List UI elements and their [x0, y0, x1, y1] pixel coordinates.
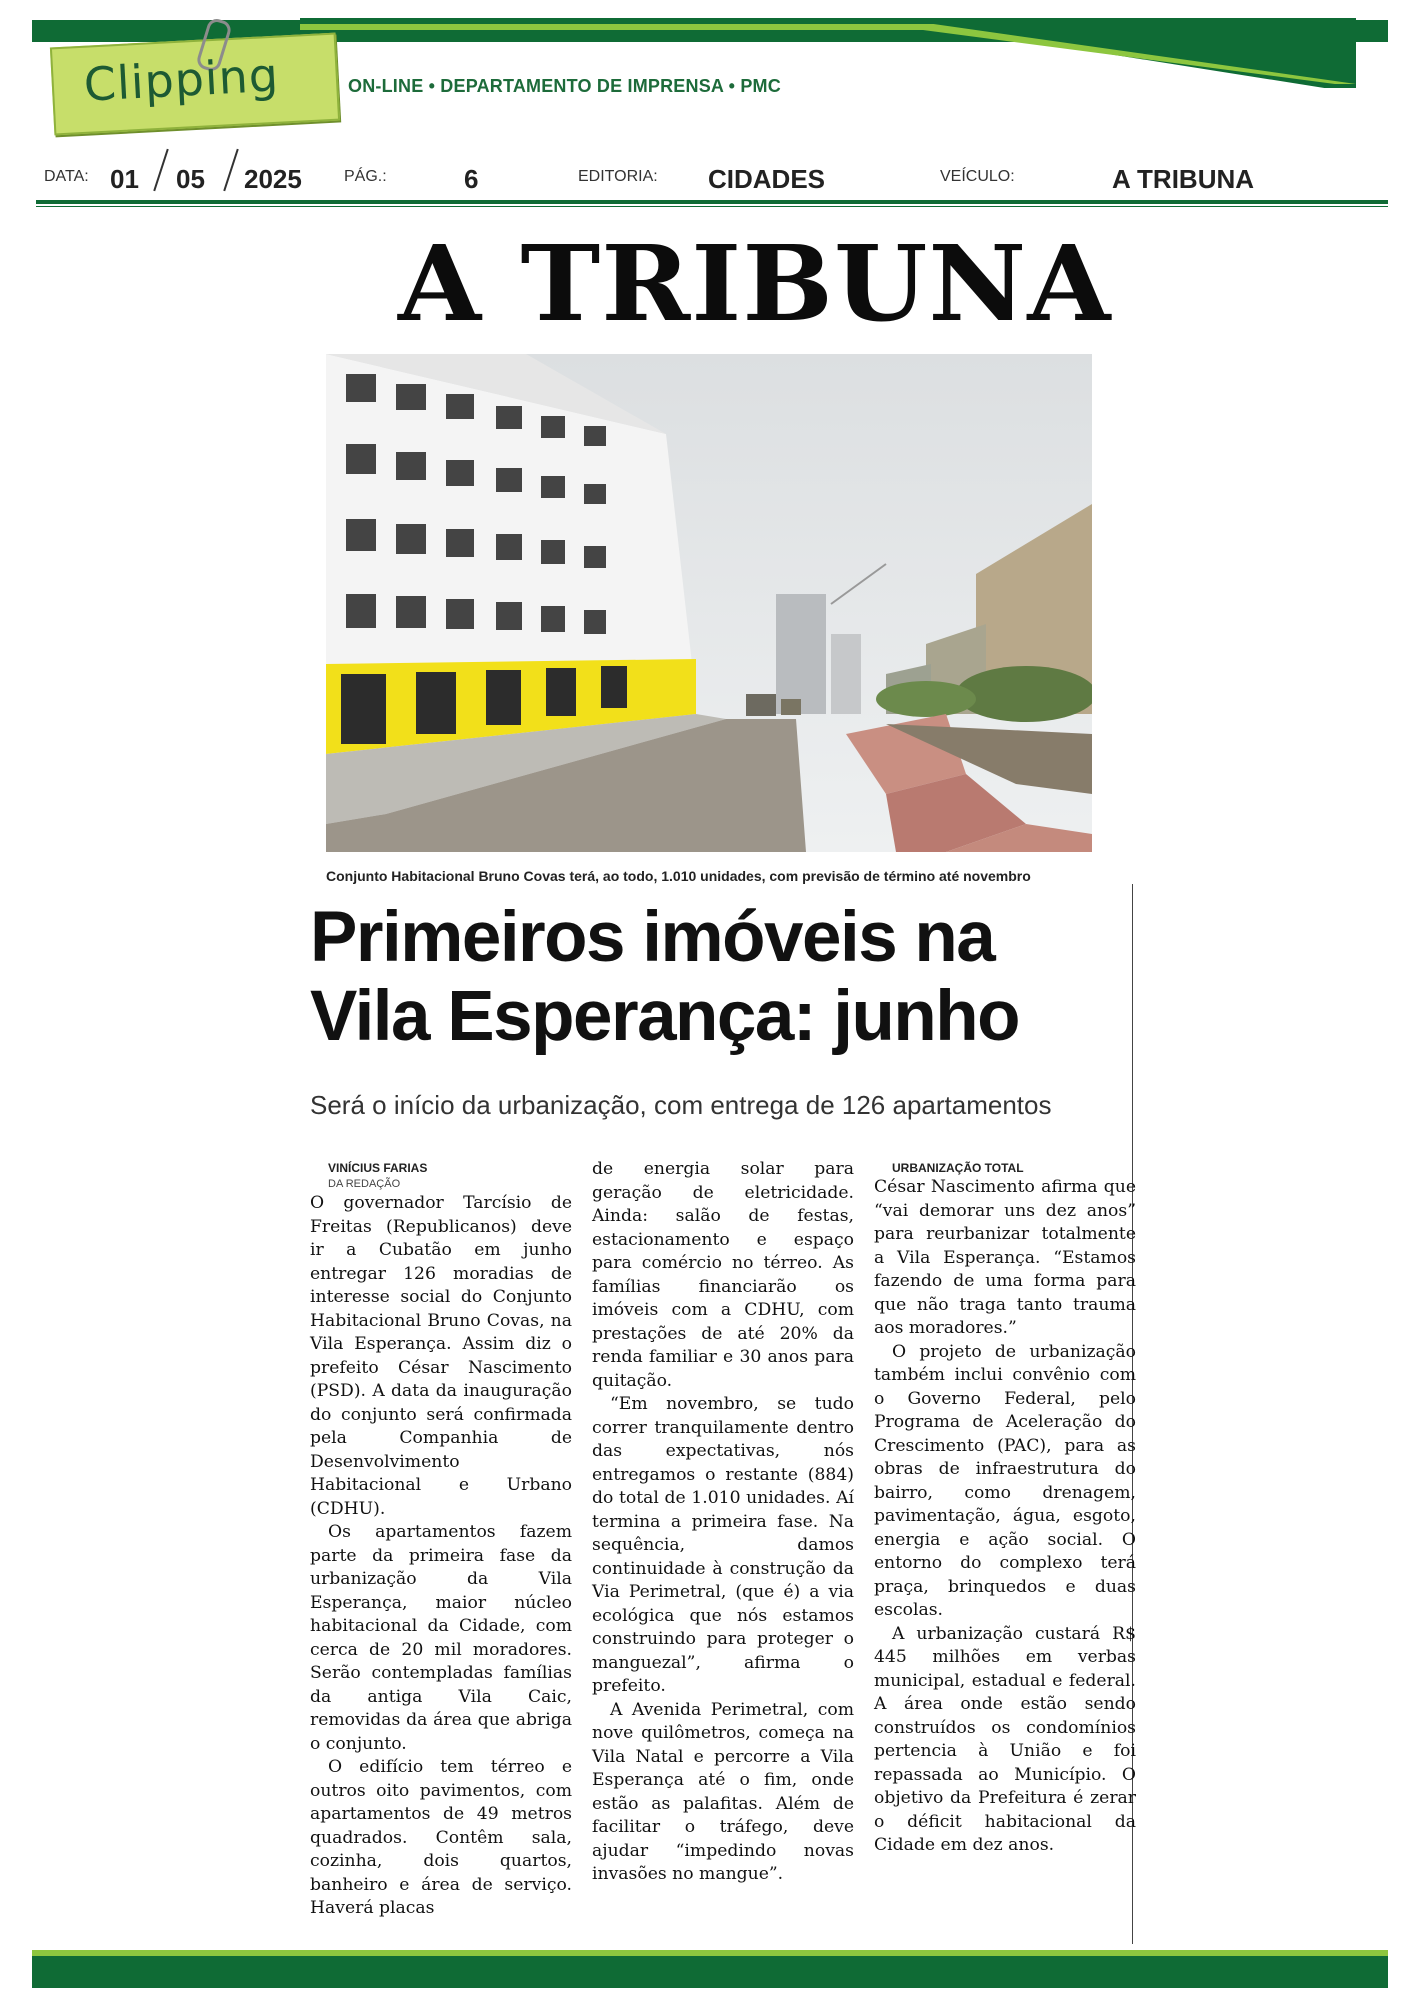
date-separator	[153, 149, 168, 191]
editoria-label: EDITORIA:	[578, 168, 658, 185]
paragraph: A urbanização custará R$ 445 milhões em verbas municipal, estadual e federal. A área onde estão sendo construídos os condomínios pertencia à União e foi repassada ao Município. O objetivo da Prefeitura é zerar o déficit habitacional da Cidade em dez anos.	[874, 1623, 1136, 1855]
paragraph: O edifício tem térreo e outros oito pavimentos, com apartamentos de 49 metros quadrados. Contêm sala, cozinha, dois quartos, banheiro e área de serviço. Haverá placas	[310, 1757, 572, 1918]
article-column-1	[310, 1160, 572, 1921]
editoria-value: CIDADES	[708, 164, 826, 194]
article-deck: Será o início da urbanização, com entrega de 126 apartamentos	[310, 1090, 1052, 1120]
section-kicker: URBANIZAÇÃO TOTAL	[892, 1161, 1024, 1175]
editoria-label-wrap	[578, 168, 658, 200]
clipping-logo-text: Clipping	[82, 47, 281, 112]
paragraph: de energia solar para geração de eletricidade. Ainda: salão de festas, estacionamento e espaço para comércio no térreo. As famílias financiarão os imóveis com a CDHU, com prestações de até 20% da renda familiar e 30 anos para quitação.	[592, 1159, 854, 1391]
construction-site-illustration	[326, 354, 1092, 852]
date-separator	[223, 149, 238, 191]
veiculo-value: A TRIBUNA	[1112, 164, 1255, 194]
date-day-wrap	[110, 164, 139, 196]
veiculo-label-wrap	[940, 168, 1015, 200]
byline-desk: DA REDAÇÃO	[328, 1178, 401, 1190]
paragraph: A Avenida Perimetral, com nove quilômetros, começa na Vila Natal e percorre a Vila Esperança até o fim, onde estão as palafitas. Além de facilitar o tráfego, deve ajudar “impedindo novas invasões no mangue”.	[592, 1699, 854, 1884]
header-subtitle: ON-LINE • DEPARTAMENTO DE IMPRENSA • PMC	[348, 76, 781, 96]
veiculo-value-wrap	[1112, 164, 1254, 196]
paragraph: O governador Tarcísio de Freitas (Republicanos) deve ir a Cubatão em junho entregar 126 moradias de interesse social do Conjunto Habitacional Bruno Covas, na Vila Esperança. Assim diz o prefeito César Nascimento (PSD). A data da inauguração do conjunto será confirmada pela Companhia de Desenvolvimento Habitacional e Urbano (CDHU).	[310, 1193, 572, 1519]
headline-line-2: Vila Esperança: junho	[310, 977, 1019, 1056]
paragraph: César Nascimento afirma que “vai demorar uns dez anos” para reurbanizar totalmente a Vila Esperança. “Estamos fazendo de uma forma para que não traga tanto trauma aos moradores.”	[874, 1177, 1136, 1338]
paragraph: “Em novembro, se tudo correr tranquilamente dentro das expectativas, nós entregamos o restante (884) do total de 1.010 unidades. Aí termina a primeira fase. Na sequência, damos continuidade à construção da Via Perimetral, (que é) a via ecológica que nós estamos construindo para proteger o manguezal”, afirma o prefeito.	[592, 1394, 854, 1696]
meta-divider	[36, 200, 1388, 204]
footer-light-stripe	[32, 1950, 1388, 1956]
veiculo-label: VEÍCULO:	[940, 168, 1015, 185]
article-column-3	[874, 1160, 1136, 1858]
meta-date	[44, 168, 89, 200]
photo-caption: Conjunto Habitacional Bruno Covas terá, ao todo, 1.010 unidades, com previsão de término até novembro	[326, 868, 1031, 884]
page-label: PÁG.:	[344, 168, 387, 185]
clipping-logo	[50, 33, 340, 136]
date-month: 05	[176, 164, 205, 194]
editoria-value-wrap	[708, 164, 825, 196]
meta-divider-thin	[36, 206, 1388, 207]
page-label-wrap	[344, 168, 387, 200]
paragraph: Os apartamentos fazem parte da primeira fase da urbanização da Vila Esperança, maior núcleo habitacional da Cidade, com cerca de 20 mil moradores. Serão contempladas famílias da antiga Vila Caic, removidas da área que abriga o conjunto.	[310, 1522, 572, 1754]
date-year: 2025	[244, 164, 302, 194]
date-day: 01	[110, 164, 139, 194]
paragraph: O projeto de urbanização também inclui convênio com o Governo Federal, pelo Programa de Aceleração do Crescimento (PAC), para as obras de infraestrutura do bairro, como drenagem, pavimentação, água, esgoto, energia e ação social. O entorno do complexo terá praça, brinquedos e duas escolas.	[874, 1341, 1136, 1620]
byline-author: VINÍCIUS FARIAS	[328, 1161, 428, 1175]
article-photo	[326, 354, 1092, 852]
newspaper-masthead: A TRIBUNA	[398, 222, 1112, 345]
date-month-wrap	[176, 164, 205, 196]
article-headline	[310, 898, 1019, 1056]
page-value-wrap	[464, 164, 478, 196]
page-number: 6	[464, 164, 479, 194]
date-year-wrap	[244, 164, 302, 196]
article-column-2	[592, 1158, 854, 1887]
headline-line-1: Primeiros imóveis na	[310, 898, 995, 977]
date-label: DATA:	[44, 168, 89, 185]
